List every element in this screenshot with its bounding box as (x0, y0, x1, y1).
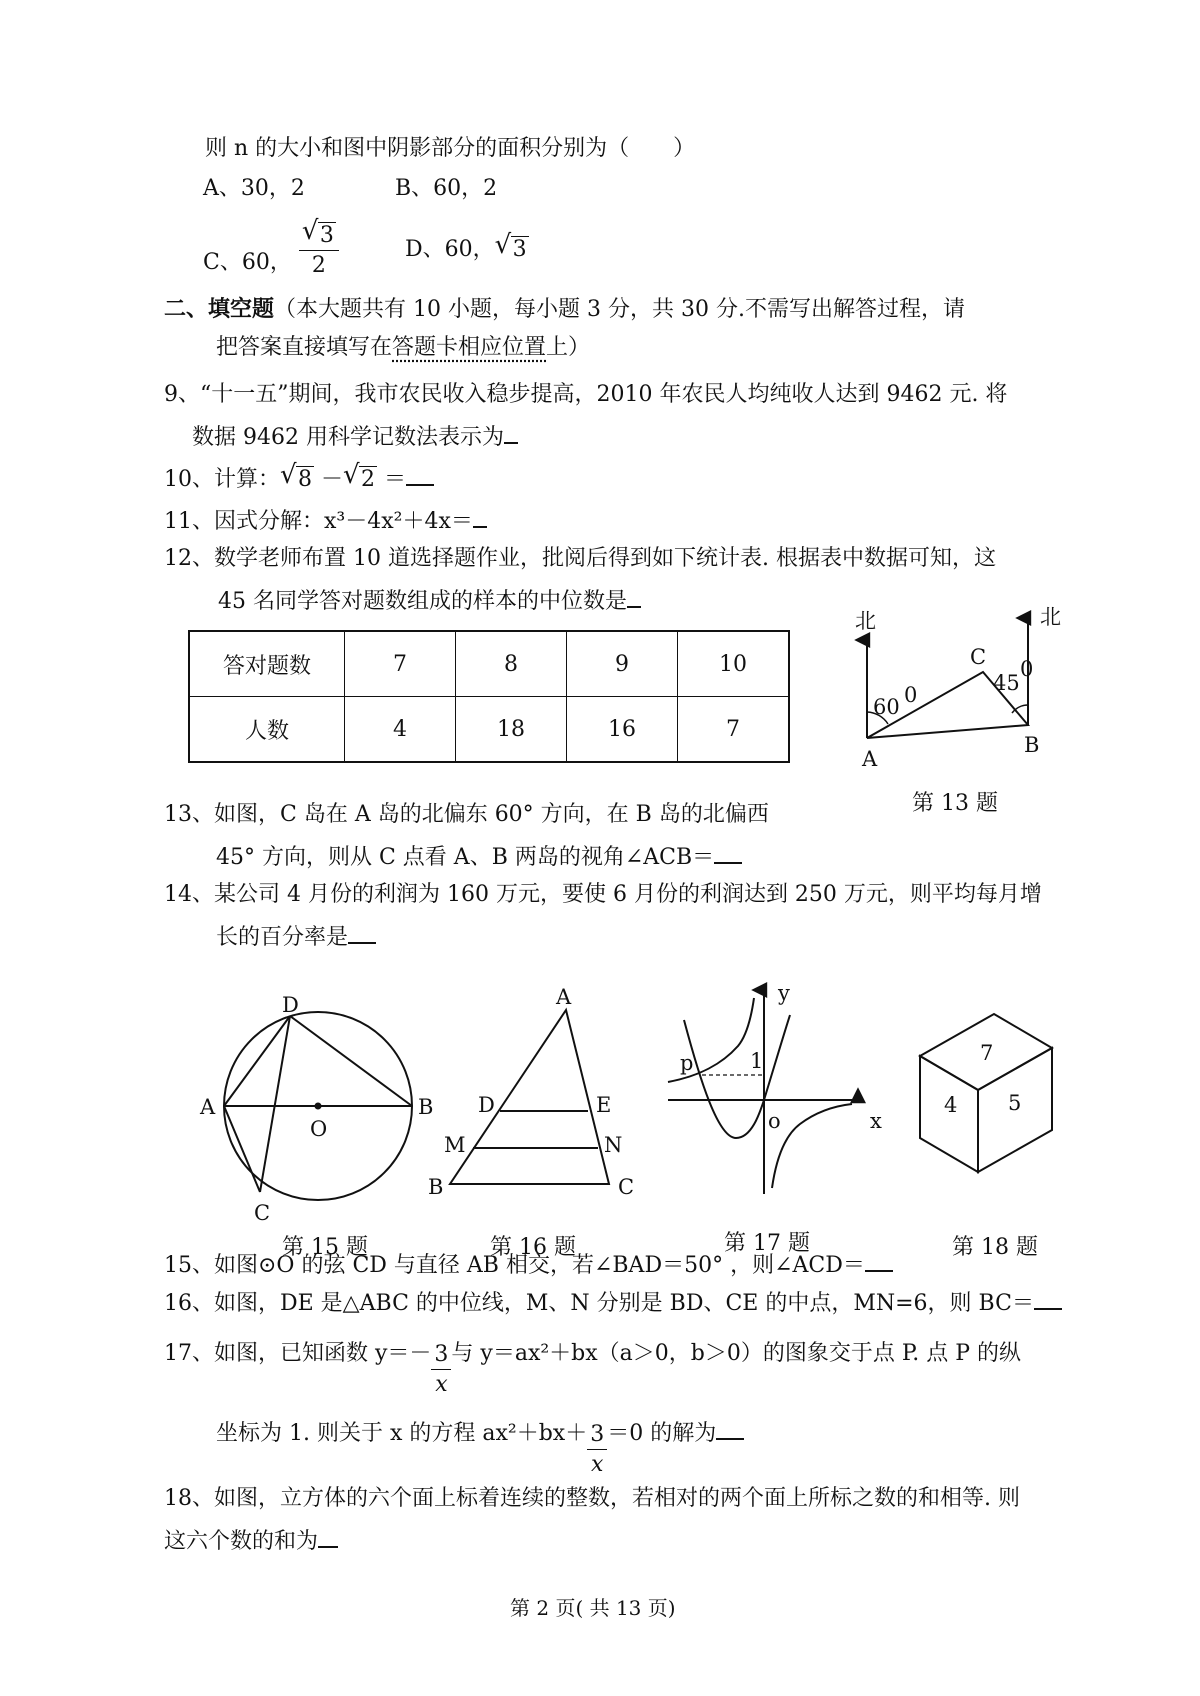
q8-option-c-denominator: 2 (311, 253, 326, 278)
q12-line2-text: 45 名同学答对题数组成的样本的中位数是 (218, 589, 627, 614)
caption-18: 第 18 题 (952, 1235, 1038, 1260)
q14-line1: 14、某公司 4 月份的利润为 160 万元，要使 6 月份的利润达到 250 万元，则平均每月增 (164, 882, 1042, 907)
q8-option-c-radicand: 3 (319, 223, 334, 248)
label-a: A (862, 747, 878, 771)
page-footer: 第 2 页( 共 13 页) (510, 1596, 676, 1620)
label-e: E (596, 1093, 612, 1117)
label-o: O (310, 1117, 328, 1141)
q10: 10、计算： √ 8 － √ 2 ＝ (164, 466, 434, 491)
label-a: A (556, 985, 572, 1009)
table-cell: 16 (567, 697, 678, 763)
caption-13: 第 13 题 (912, 791, 998, 816)
q16-answer-blank (1034, 1290, 1062, 1310)
q17-line2 (216, 1412, 744, 1477)
q15-answer-blank (865, 1252, 893, 1272)
label-45: 45 (993, 671, 1020, 695)
q12-line1: 12、数学老师布置 10 道选择题作业，批阅后得到如下统计表. 根据表中数据可知，这 (164, 546, 996, 571)
table-cell: 18 (456, 697, 567, 763)
label-a: A (200, 1095, 216, 1119)
q13-line2-text: 45° 方向，则从 C 点看 A、B 两岛的视角∠ACB＝ (216, 845, 715, 870)
caption-17: 第 17 题 (724, 1231, 810, 1256)
section-2-intro-end: 上） (546, 335, 591, 360)
table-header-count: 人数 (189, 697, 345, 763)
table-cell: 7 (345, 631, 456, 697)
q8-stem: 则 n 的大小和图中阴影部分的面积分别为（ ） (205, 136, 696, 161)
table-cell: 4 (345, 697, 456, 763)
q17-answer-blank (716, 1420, 744, 1440)
label-b: B (1024, 733, 1040, 757)
q17-line2-b: ＝0 的解为 (607, 1421, 717, 1446)
caption-16: 第 16 题 (490, 1235, 576, 1260)
label-c: C (970, 645, 987, 669)
caption-15: 第 15 题 (282, 1235, 368, 1260)
q8-option-a: A、30，2 (203, 176, 305, 201)
q17-fraction-2-den: x (590, 1452, 604, 1477)
label-d: D (282, 993, 299, 1017)
q15-text: 15、如图⊙O 的弦 CD 与直径 AB 相交，若∠BAD＝50° ，则∠ACD＝ (164, 1253, 865, 1278)
q16-text: 16、如图，DE 是△ABC 的中位线，M、N 分别是 BD、CE 的中点，MN=6，则 BC＝ (164, 1291, 1034, 1316)
q17-line1 (164, 1332, 1021, 1397)
q17-fraction-2 (587, 1424, 607, 1476)
q8-option-c-prefix: C、60， (203, 249, 292, 275)
label-60: 60 (873, 695, 900, 719)
q10-minus: － (321, 467, 344, 492)
q18-line2-text: 这六个数的和为 (164, 1529, 319, 1554)
label-60-deg: 0 (904, 683, 918, 707)
label-p: p (680, 1051, 694, 1075)
label-45-deg: 0 (1020, 657, 1034, 681)
q16 (164, 1290, 1062, 1315)
table-header-correct: 答对题数 (189, 631, 345, 697)
q10-radicand-1: 8 (298, 467, 312, 492)
q17-fraction-1-num: 3 (431, 1344, 451, 1370)
table-cell: 10 (678, 631, 790, 697)
label-m: M (444, 1133, 466, 1157)
q17-line1-b: 与 y＝ax²＋bx（a＞0，b＞0）的图象交于点 P. 点 P 的纵 (451, 1341, 1021, 1366)
section-2-intro-dotted: 答题卡相应位置 (392, 335, 547, 360)
face-right-number: 5 (1008, 1091, 1022, 1115)
label-b: B (418, 1095, 434, 1119)
q8-option-b: B、60，2 (395, 176, 498, 201)
q18-answer-blank (318, 1528, 338, 1548)
q17-fraction-1-den: x (435, 1372, 448, 1397)
face-left-number: 4 (944, 1093, 958, 1117)
q15 (164, 1252, 893, 1277)
table-cell: 8 (456, 631, 567, 697)
label-north-right: 北 (1040, 605, 1061, 629)
q14-line2-text: 长的百分率是 (216, 925, 349, 950)
q10-equals: ＝ (384, 467, 407, 492)
label-c: C (254, 1201, 271, 1225)
q9-line2-text: 数据 9462 用科学记数法表示为 (192, 425, 504, 450)
q10-radicand-2: 2 (361, 467, 376, 492)
q8-option-d-radicand: 3 (512, 237, 527, 262)
label-one: 1 (750, 1049, 764, 1073)
q18-line1: 18、如图，立方体的六个面上标着连续的整数，若相对的两个面上所标之数的和相等. 则 (164, 1486, 1020, 1511)
q8-option-d-prefix: D、60， (405, 237, 495, 262)
q10-prefix: 10、计算： (164, 467, 280, 492)
section-2-intro-plain: 把答案直接填写在 (216, 335, 393, 360)
face-top-number: 7 (980, 1041, 994, 1065)
q17-line1-a: 17、如图，已知函数 y＝－ (164, 1341, 432, 1366)
label-north-left: 北 (855, 609, 876, 633)
q18-line2 (164, 1528, 338, 1553)
label-d: D (478, 1093, 495, 1117)
q17-fraction-1 (431, 1344, 451, 1396)
section-2-title: 二、填空题 (164, 296, 275, 322)
label-b: B (428, 1175, 444, 1199)
table-cell: 7 (678, 697, 790, 763)
q8-option-d: D、60， √ 3 (405, 230, 527, 262)
q17-fraction-2-num: 3 (587, 1424, 607, 1450)
label-c: C (618, 1175, 635, 1199)
q17-line2-a: 坐标为 1. 则关于 x 的方程 ax²＋bx＋ (216, 1421, 588, 1446)
label-origin: o (768, 1109, 781, 1133)
q9-line1: 9、“十一五”期间，我市农民收入稳步提高，2010 年农民人均纯收人达到 9462 元. 将 (164, 382, 1008, 407)
label-y: y (778, 981, 790, 1005)
q13-line1: 13、如图，C 岛在 A 岛的北偏东 60° 方向，在 B 岛的北偏西 (164, 802, 769, 827)
label-n: N (604, 1133, 623, 1157)
table-cell: 9 (567, 631, 678, 697)
label-x: x (870, 1109, 882, 1133)
q11-text: 11、因式分解：x³－4x²＋4x＝ (164, 509, 473, 534)
q8-option-c-fraction: √ 3 2 (299, 222, 339, 277)
section-2-intro-line1: （本大题共有 10 小题，每小题 3 分，共 30 分.不需写出解答过程，请 (274, 297, 965, 322)
